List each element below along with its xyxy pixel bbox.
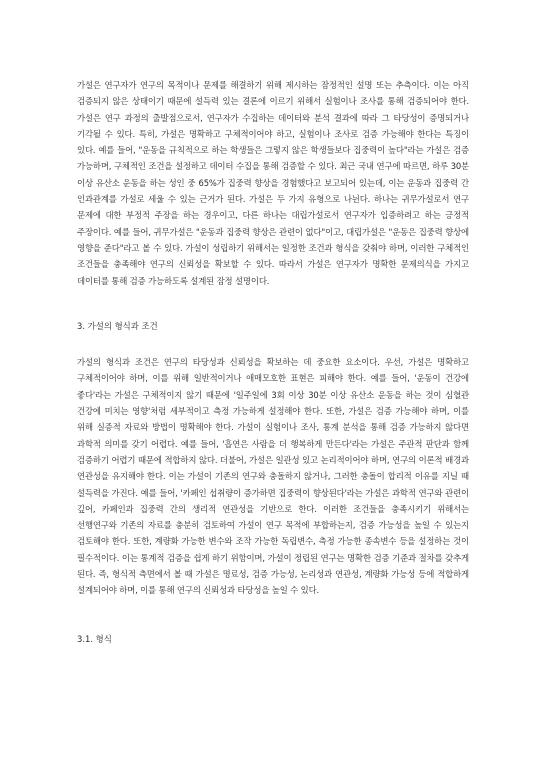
hypothesis-definition-paragraph: 가설은 연구자가 연구의 목적이나 문제를 해결하기 위해 제시하는 잠정적인 설명 또는 추측이다. 이는 아직 검증되지 않은 상태이기 때문에 설득력 있는 결론에 이르기 위해서 실험이나 조사를 통해 검증되어야 한다. 가설은 연구 과정의 출발점으로서, 연구자가 수집하는 데이터와 분석 결과에 따라 그 타당성이 증명되거나 기각될 수 있다. 특히, 가설은 명확하고 구체적이어야 하고, 실험이나 조사로 검증 가능해야 한다는 특징이 있다. 예를 들어, "운동을 규칙적으로 하는 학생들은 그렇지 않은 학생들보다 집중력이 높다"라는 가설은 검증 가능하며, 구체적인 조건을 설정하고 데이터 수집을 통해 검증할 수 있다. 최근 국내 연구에 따르면, 하루 30분 이상 유산소 운동을 하는 성인 중 65%가 집중력 향상을 경험했다고 보고되어 있는데, 이는 운동과 집중력 간 인과관계를 가설로 세울 수 있는 근거가 된다. 가설은 두 가지 유형으로 나뉜다. 하나는 귀무가설로서 연구 문제에 대한 부정적 주장을 하는 경우이고, 다른 하나는 대립가설로서 연구자가 입증하려고 하는 긍정적 주장이다. 예를 들어, 귀무가설은 "운동과 집중력 향상은 관련이 없다"이고, 대립가설은 "운동은 집중력 향상에 영향을 준다"라고 볼 수 있다. 가설이 성립하기 위해서는 일정한 조건과 형식을 갖춰야 하며, 이러한 구체적인 조건들을 충족해야 연구의 신뢰성을 확보할 수 있다. 따라서 가설은 연구자가 명확한 문제의식을 가지고 데이터를 통해 검증 가능하도록 설계된 잠정 설명이다. — [77, 80, 469, 286]
section-3-1-heading: 3.1. 형식 — [77, 633, 112, 644]
document-body — [77, 77, 469, 647]
section-3-paragraph: 가설의 형식과 조건은 연구의 타당성과 신뢰성을 확보하는 데 중요한 요소이다. 우선, 가설은 명확하고 구체적이어야 하며, 이를 위해 일반적이거나 애매모호한 표현은 피해야 한다. 예를 들어, '운동이 건강에 좋다'라는 가설은 구체적이지 않기 때문에 '일주일에 3회 이상 30분 이상 유산소 운동을 하는 것이 심혈관 건강에 미치는 영향'처럼 세부적이고 측정 가능하게 설정해야 한다. 또한, 가설은 검증 가능해야 하며, 이를 위해 실증적 자료와 방법이 명확해야 한다. 가설이 실험이나 조사, 통계 분석을 통해 검증 가능하지 않다면 과학적 의미를 갖기 어렵다. 예를 들어, '흡연은 사람을 더 행복하게 만든다'라는 가설은 주관적 판단과 함께 검증하기 어렵기 때문에 적합하지 않다. 더불어, 가설은 일관성 있고 논리적이어야 하며, 연구의 이론적 배경과 연관성을 유지해야 한다. 이는 가설이 기존의 연구와 충돌하지 않거나, 그러한 충돌이 합리적 이유를 지닐 때 설득력을 가진다. 예를 들어, '카페인 섭취량이 증가하면 집중력이 향상된다'라는 가설은 과학적 연구와 관련이 깊어, 카페인과 집중력 간의 생리적 연관성을 기반으로 한다. 이러한 조건들을 충족시키기 위해서는 선행연구와 기존의 자료를 충분히 검토하여 가설이 연구 목적에 부합하는지, 검증 가능성을 높일 수 있는지 검토해야 한다. 또한, 계량화 가능한 변수와 조작 가능한 독립변수, 측정 가능한 종속변수 등을 설정하는 것이 필수적이다. 이는 통계적 검증을 쉽게 하기 위함이며, 가설이 정립된 연구는 명확한 검증 기준과 절차를 갖추게 된다. 즉, 형식적 측면에서 볼 때 가설은 명료성, 검증 가능성, 논리성과 연관성, 계량화 가능성 등에 적합하게 설계되어야 하며, 이를 통해 연구의 신뢰성과 타당성을 높일 수 있다. — [77, 357, 469, 596]
section-3-heading: 3. 가설의 형식과 조건 — [77, 320, 158, 331]
